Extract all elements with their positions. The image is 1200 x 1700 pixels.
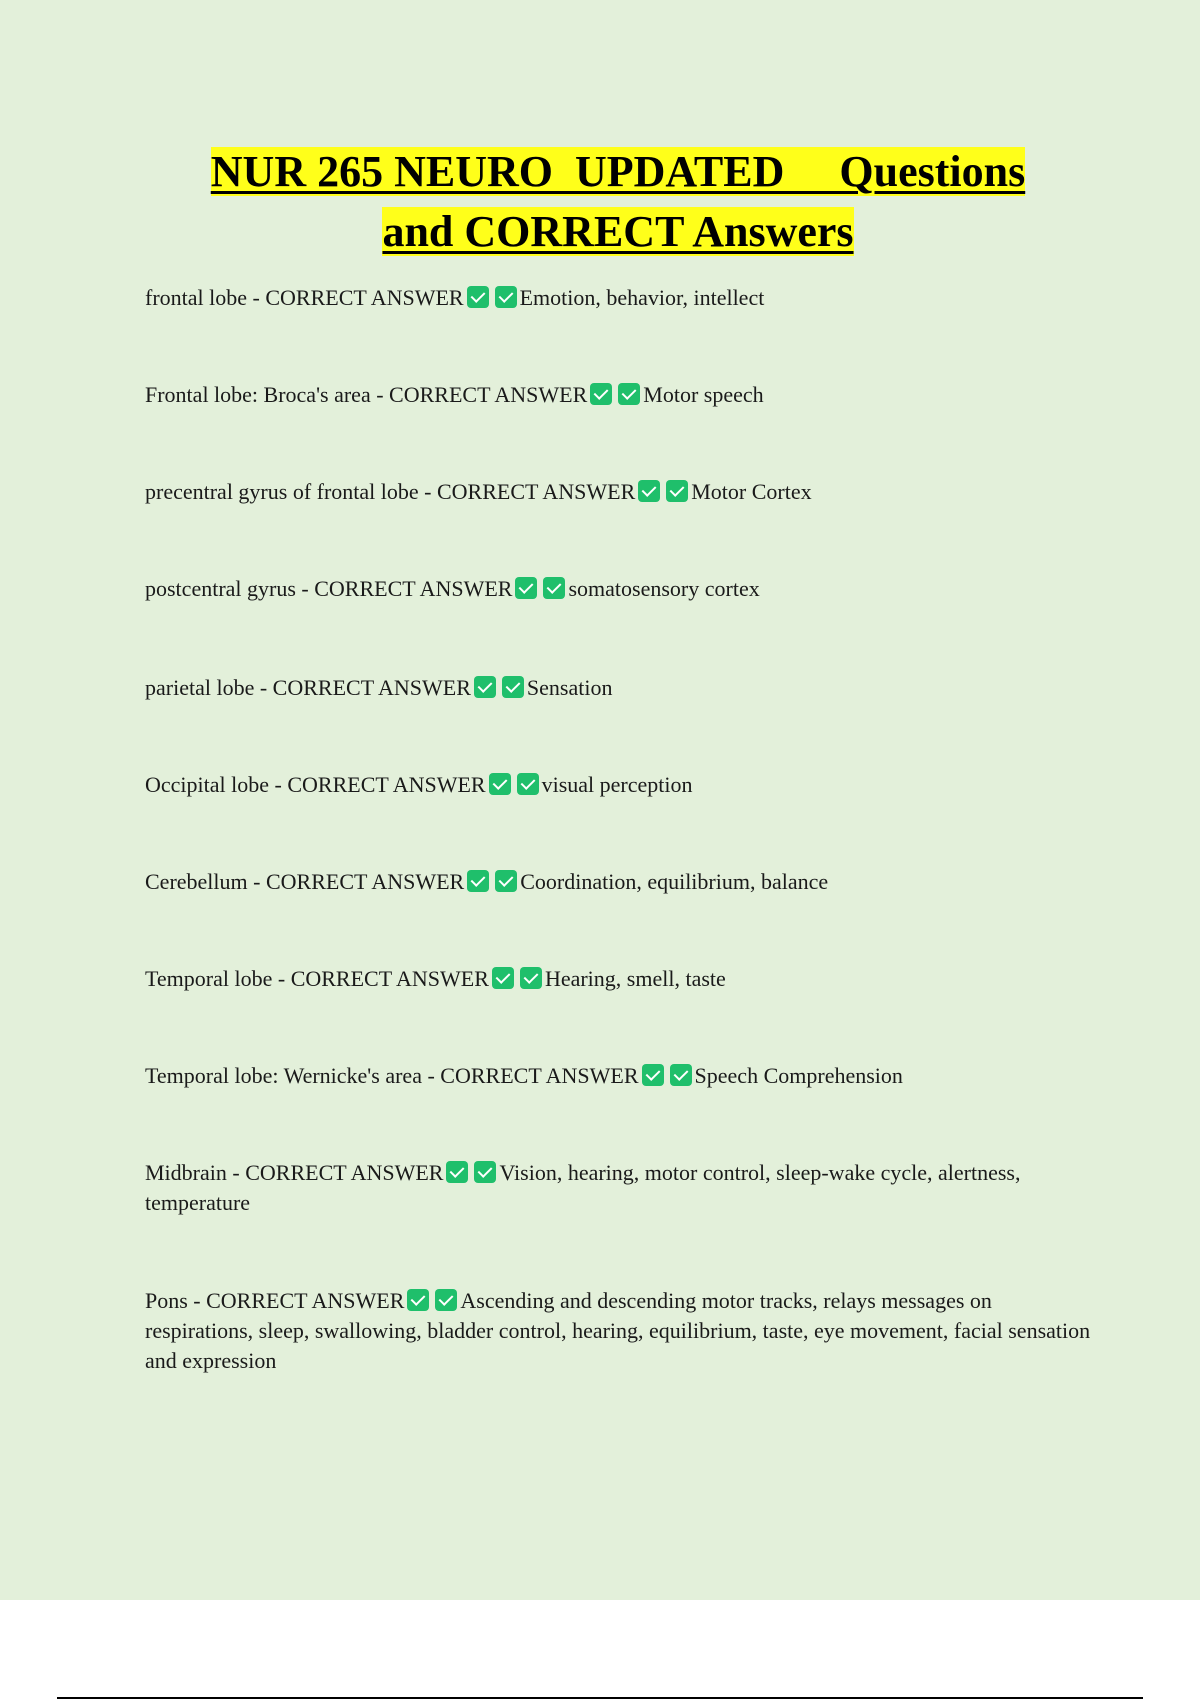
qa-answer: Sensation xyxy=(526,675,613,700)
qa-term: Temporal lobe: Wernicke's area xyxy=(145,1063,422,1088)
check-mark-icon xyxy=(670,1064,692,1086)
qa-term: Cerebellum xyxy=(145,869,248,894)
check-mark-icon xyxy=(474,1161,496,1183)
check-mark-icon xyxy=(489,773,511,795)
qa-answer: Vision, hearing, motor control, sleep-wake cycle, alertness, temperature xyxy=(145,1160,1021,1215)
qa-entry xyxy=(145,673,1095,703)
qa-separator: - xyxy=(187,1288,207,1313)
qa-entry xyxy=(145,574,1095,604)
qa-term: precentral gyrus of frontal lobe xyxy=(145,479,419,504)
qa-separator: - xyxy=(421,1063,441,1088)
qa-answer: Emotion, behavior, intellect xyxy=(519,285,765,310)
qa-label: CORRECT ANSWER xyxy=(272,675,471,700)
qa-term: parietal lobe xyxy=(145,675,255,700)
check-mark-icon xyxy=(590,383,612,405)
qa-separator: - xyxy=(272,966,291,991)
title-line-2: and CORRECT Answers xyxy=(382,207,854,256)
qa-entry xyxy=(145,1061,1095,1091)
qa-label: CORRECT ANSWER xyxy=(440,1063,639,1088)
check-mark-icon xyxy=(517,773,539,795)
qa-label: CORRECT ANSWER xyxy=(265,869,465,894)
qa-answer: Speech Comprehension xyxy=(694,1063,903,1088)
check-mark-icon xyxy=(543,577,565,599)
check-mark-icon xyxy=(638,480,660,502)
qa-term: Frontal lobe: Broca's area xyxy=(145,382,371,407)
qa-separator: - xyxy=(370,382,390,407)
check-mark-icon xyxy=(492,967,514,989)
check-mark-icon xyxy=(467,870,489,892)
qa-answer: visual perception xyxy=(541,772,693,797)
qa-answer: Ascending and descending motor tracks, relays messages on respirations, sleep, swallowing, bladder control, hearing, equilibrium, taste, eye movement, facial sensation and expression xyxy=(145,1288,1091,1373)
check-mark-icon xyxy=(407,1289,429,1311)
qa-label: CORRECT ANSWER xyxy=(206,1288,405,1313)
footer-divider xyxy=(57,1697,1143,1699)
qa-label: CORRECT ANSWER xyxy=(245,1160,444,1185)
qa-separator: - xyxy=(226,1160,246,1185)
qa-separator: - xyxy=(247,285,266,310)
check-mark-icon xyxy=(520,967,542,989)
check-mark-icon xyxy=(642,1064,664,1086)
document-title xyxy=(150,142,1086,262)
qa-label: CORRECT ANSWER xyxy=(314,576,513,601)
check-mark-icon xyxy=(495,870,517,892)
qa-entry xyxy=(145,867,1095,897)
qa-answer: Motor Cortex xyxy=(691,479,812,504)
qa-label: CORRECT ANSWER xyxy=(389,382,588,407)
qa-answer: Coordination, equilibrium, balance xyxy=(520,869,829,894)
check-mark-icon xyxy=(618,383,640,405)
check-mark-icon xyxy=(474,676,496,698)
check-mark-icon xyxy=(666,480,688,502)
qa-separator: - xyxy=(247,869,266,894)
qa-answer: Motor speech xyxy=(643,382,764,407)
qa-entry xyxy=(145,770,1095,800)
qa-label: CORRECT ANSWER xyxy=(265,285,464,310)
qa-separator: - xyxy=(269,772,288,797)
qa-answer: Hearing, smell, taste xyxy=(544,966,726,991)
title-line-1: NUR 265 NEURO UPDATED Questions xyxy=(210,147,1026,196)
check-mark-icon xyxy=(495,286,517,308)
qa-term: Pons xyxy=(145,1288,188,1313)
qa-label: CORRECT ANSWER xyxy=(290,966,489,991)
qa-term: postcentral gyrus xyxy=(145,576,296,601)
qa-separator: - xyxy=(254,675,273,700)
qa-entry xyxy=(145,380,1095,410)
check-mark-icon xyxy=(446,1161,468,1183)
check-mark-icon xyxy=(435,1289,457,1311)
qa-term: Midbrain xyxy=(145,1160,227,1185)
qa-answer: somatosensory cortex xyxy=(568,576,760,601)
check-mark-icon xyxy=(515,577,537,599)
qa-label: CORRECT ANSWER xyxy=(437,479,636,504)
qa-term: frontal lobe xyxy=(145,285,248,310)
check-mark-icon xyxy=(467,286,489,308)
qa-separator: - xyxy=(295,576,315,601)
qa-entry xyxy=(145,1158,1095,1218)
qa-label: CORRECT ANSWER xyxy=(287,772,486,797)
qa-term: Temporal lobe xyxy=(145,966,273,991)
qa-term: Occipital lobe xyxy=(145,772,270,797)
qa-entry xyxy=(145,1286,1095,1376)
qa-entry xyxy=(145,964,1095,994)
qa-separator: - xyxy=(418,479,437,504)
qa-entry xyxy=(145,283,1095,313)
check-mark-icon xyxy=(502,676,524,698)
qa-entry xyxy=(145,477,1095,507)
